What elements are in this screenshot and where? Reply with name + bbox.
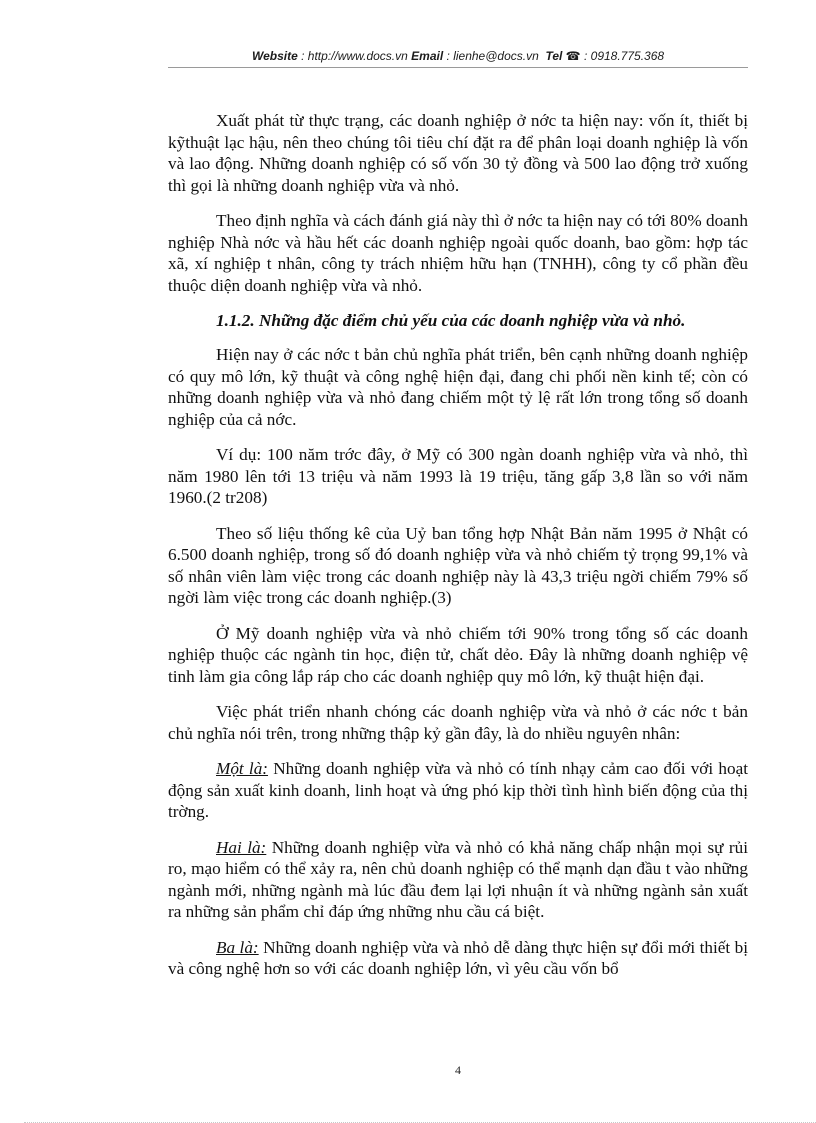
paragraph-example-usa: Ví dụ: 100 năm trớc đây, ở Mỹ có 300 ngàn doanh nghiệp vừa và nhỏ, thì năm 1980 lên tới 13 triệu và năm 1993 là 19 triệu, tăng gấp 3,8 lần so với năm 1960.(2 tr208)	[168, 445, 748, 507]
paragraph-usa-share: Ở Mỹ doanh nghiệp vừa và nhỏ chiếm tới 90% trong tổng số các doanh nghiệp thuộc các ngành tin học, điện tử, chất dẻo. Đây là những doanh nghiệp vệ tinh làm gia công lắp ráp cho các doanh nghiệp quy mô lớn, kỹ thuật hiện đại.	[168, 623, 748, 686]
website-url[interactable]: http://www.docs.vn	[307, 49, 408, 63]
website-separator: :	[297, 49, 308, 63]
section-heading: 1.1.2. Những đặc điểm chủ yếu của các doanh nghiệp vừa và nhỏ.	[216, 311, 686, 330]
paragraph-reason-one	[168, 758, 748, 823]
reason-one-lead: Một là:	[216, 759, 269, 778]
reason-three-lead: Ba là:	[216, 937, 259, 957]
paragraph-japan-stats: Theo số liệu thống kê của Uỷ ban tổng hợp Nhật Bản năm 1995 ở Nhật có 6.500 doanh nghiệp, trong số đó doanh nghiệp vừa và nhỏ chiếm tỷ trọng 99,1% và số nhân viên làm việc trong các doanh nghiệp này là 43,3 triệu ngời chiếm 79% số ngời làm việc trong các doanh nghiệp.(3)	[168, 523, 748, 607]
reason-two-lead: Hai là:	[216, 837, 267, 857]
page-number: 4	[455, 1063, 461, 1077]
email-address[interactable]: lienhe@docs.vn	[453, 49, 539, 63]
paragraph-criteria: Xuất phát từ thực trạng, các doanh nghiệp ở nớc ta hiện nay: vốn ít, thiết bị kỹthuật lạc hậu, nên theo chúng tôi tiêu chí đặt ra để phân loại doanh nghiệp là vốn và lao động. Những doanh nghiệp có số vốn 30 tỷ đồng và 500 lao động trở xuống thì gọi là những doanh nghiệp vừa và nhỏ.	[168, 111, 748, 195]
tel-number: 0918.775.368	[590, 49, 665, 63]
paragraph-definition: Theo định nghĩa và cách đánh giá này thì ở nớc ta hiện nay có tới 80% doanh nghiệp Nhà nớc và hầu hết các doanh nghiệp ngoài quốc doanh, bao gồm: hợp tác xã, xí nghiệp t nhân, công ty trách nhiệm hữu hạn (TNHH), công ty cổ phần đều thuộc diện doanh nghiệp vừa và nhỏ.	[168, 211, 748, 295]
paragraph-reason-two	[168, 837, 748, 923]
tel-label: Tel	[545, 49, 563, 63]
reason-three-text: Những doanh nghiệp vừa và nhỏ dễ dàng thực hiện sự đổi mới thiết bị và công nghệ hơn so với các doanh nghiệp lớn, vì yêu cầu vốn bổ	[168, 937, 748, 978]
reason-two-text: Những doanh nghiệp vừa và nhỏ có khả năng chấp nhận mọi sự rủi ro, mạo hiểm có thể xảy ra, nên chủ doanh nghiệp có thể mạnh dạn đầu t vào những ngành mới, những ngành mà lúc đầu đem lại lợi nhuận ít và những ngành sản xuất ra những sản phẩm chỉ đáp ứng những nhu cầu cá biệt.	[168, 837, 748, 921]
document-body	[168, 110, 748, 994]
paragraph-overview: Hiện nay ở các nớc t bản chủ nghĩa phát triển, bên cạnh những doanh nghiệp có quy mô lớn, kỹ thuật và công nghệ hiện đại, đang chi phối nền kinh tế; còn có những doanh nghiệp vừa và nhỏ đang chiếm một tỷ lệ rất lớn trong tổng số doanh nghiệp của cả nớc.	[168, 345, 748, 429]
header-divider	[168, 67, 748, 68]
email-separator: :	[443, 49, 454, 63]
email-label: Email	[411, 49, 444, 63]
page-header	[168, 48, 748, 64]
paragraph-reason-three	[168, 937, 748, 980]
reason-one-text: Những doanh nghiệp vừa và nhỏ có tính nhạy cảm cao đối với hoạt động sản xuất kinh doanh, linh hoạt và ứng phó kịp thời tình hình biến động của thị trờng.	[168, 759, 748, 821]
website-label: Website	[251, 49, 298, 63]
phone-icon: ☎ :	[562, 49, 591, 63]
paragraph-reasons-intro: Việc phát triển nhanh chóng các doanh nghiệp vừa và nhỏ ở các nớc t bản chủ nghĩa nói trên, trong những thập kỷ gần đây, là do nhiều nguyên nhân:	[168, 702, 748, 743]
